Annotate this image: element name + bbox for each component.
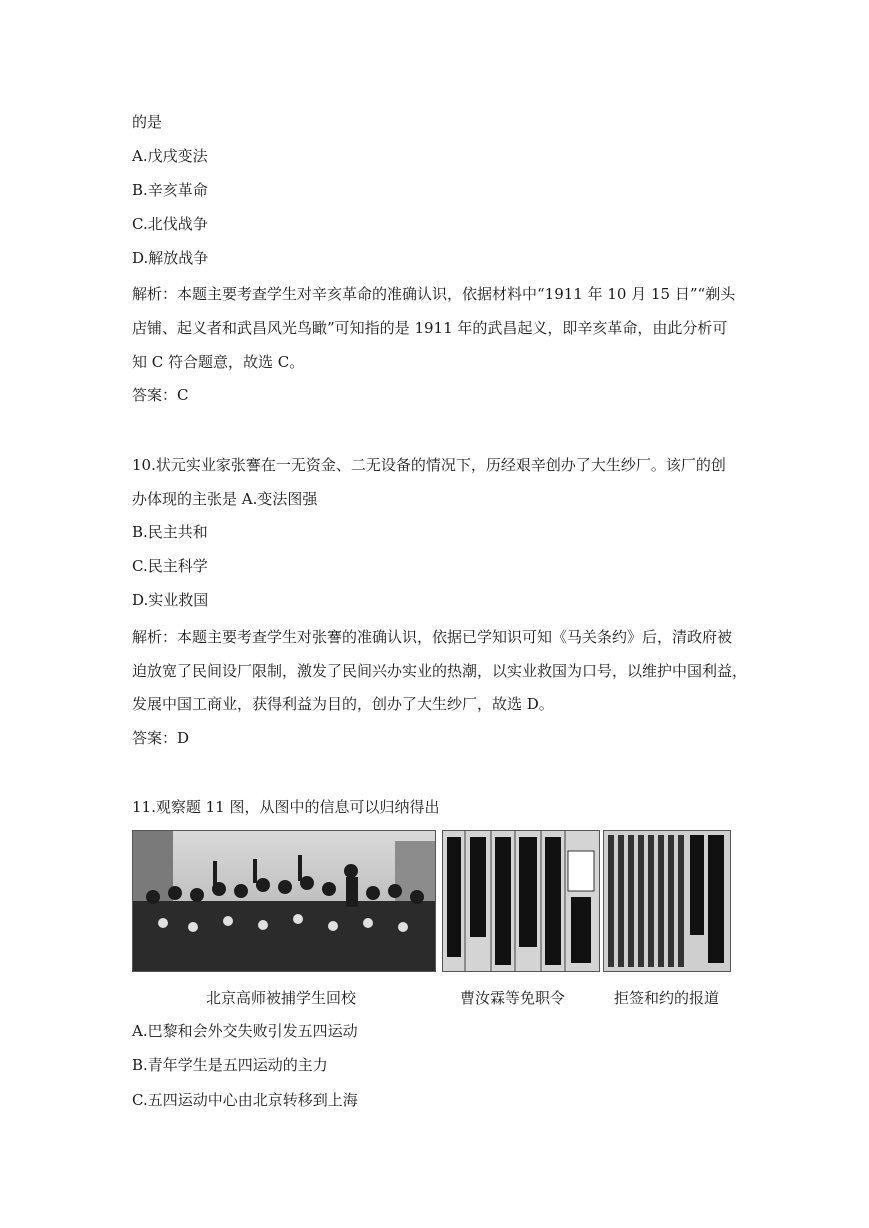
option-d: D.实业救国	[132, 591, 209, 609]
students-return-photo	[132, 830, 436, 972]
option-b: B.辛亥革命	[132, 181, 208, 199]
option-c: C.民主科学	[132, 557, 208, 575]
answer-line: 答案：D	[132, 729, 190, 747]
caption-refusal-report: 拒签和约的报道	[614, 989, 720, 1007]
newspaper-icon	[604, 831, 730, 971]
option-b: B.青年学生是五四运动的主力	[132, 1056, 328, 1074]
analysis-line: 迫放宽了民间设厂限制，激发了民间兴办实业的热潮，以实业救国为口号，以维护中国利益，	[132, 662, 748, 680]
question-10: 10.状元实业家张謇在一无资金、二无设备的情况下，历经艰辛创办了大生纱厂。该厂的创	[132, 456, 726, 474]
option-d: D.解放战争	[132, 249, 209, 267]
caption-students-return: 北京高师被捕学生回校	[206, 989, 357, 1007]
option-a: A.戊戌变法	[132, 147, 208, 165]
refusal-report-clipping	[603, 830, 731, 972]
answer-line: 答案：C	[132, 386, 189, 404]
option-a: A.巴黎和会外交失败引发五四运动	[132, 1022, 358, 1040]
option-b: B.民主共和	[132, 523, 208, 541]
option-c: C.北伐战争	[132, 215, 208, 233]
analysis-line: 发展中国工商业，获得利益为目的，创办了大生纱厂，故选 D。	[132, 695, 554, 713]
option-c: C.五四运动中心由北京转移到上海	[132, 1091, 358, 1109]
dismissal-order-clipping	[442, 830, 600, 972]
analysis-line: 解析：本题主要考查学生对张謇的准确认识，依据已学知识可知《马关条约》后，清政府被	[132, 628, 733, 646]
analysis-line: 解析：本题主要考查学生对辛亥革命的准确认识，依据材料中“1911 年 10 月 15 日”“剃头	[132, 285, 736, 303]
analysis-line: 知 C 符合题意，故选 C。	[132, 353, 305, 371]
text-line: 的是	[132, 113, 163, 131]
question-11: 11.观察题 11 图，从图中的信息可以归纳得出	[132, 798, 440, 816]
newspaper-icon	[443, 831, 599, 971]
analysis-line: 店铺、起义者和武昌风光鸟瞰”可知指的是 1911 年的武昌起义，即辛亥革命，由此分析可	[132, 319, 728, 337]
caption-dismissal-order: 曹汝霖等免职令	[460, 989, 566, 1007]
question-10-cont: 办体现的主张是 A.变法图强	[132, 490, 318, 508]
crowd-photo-icon	[133, 831, 435, 971]
